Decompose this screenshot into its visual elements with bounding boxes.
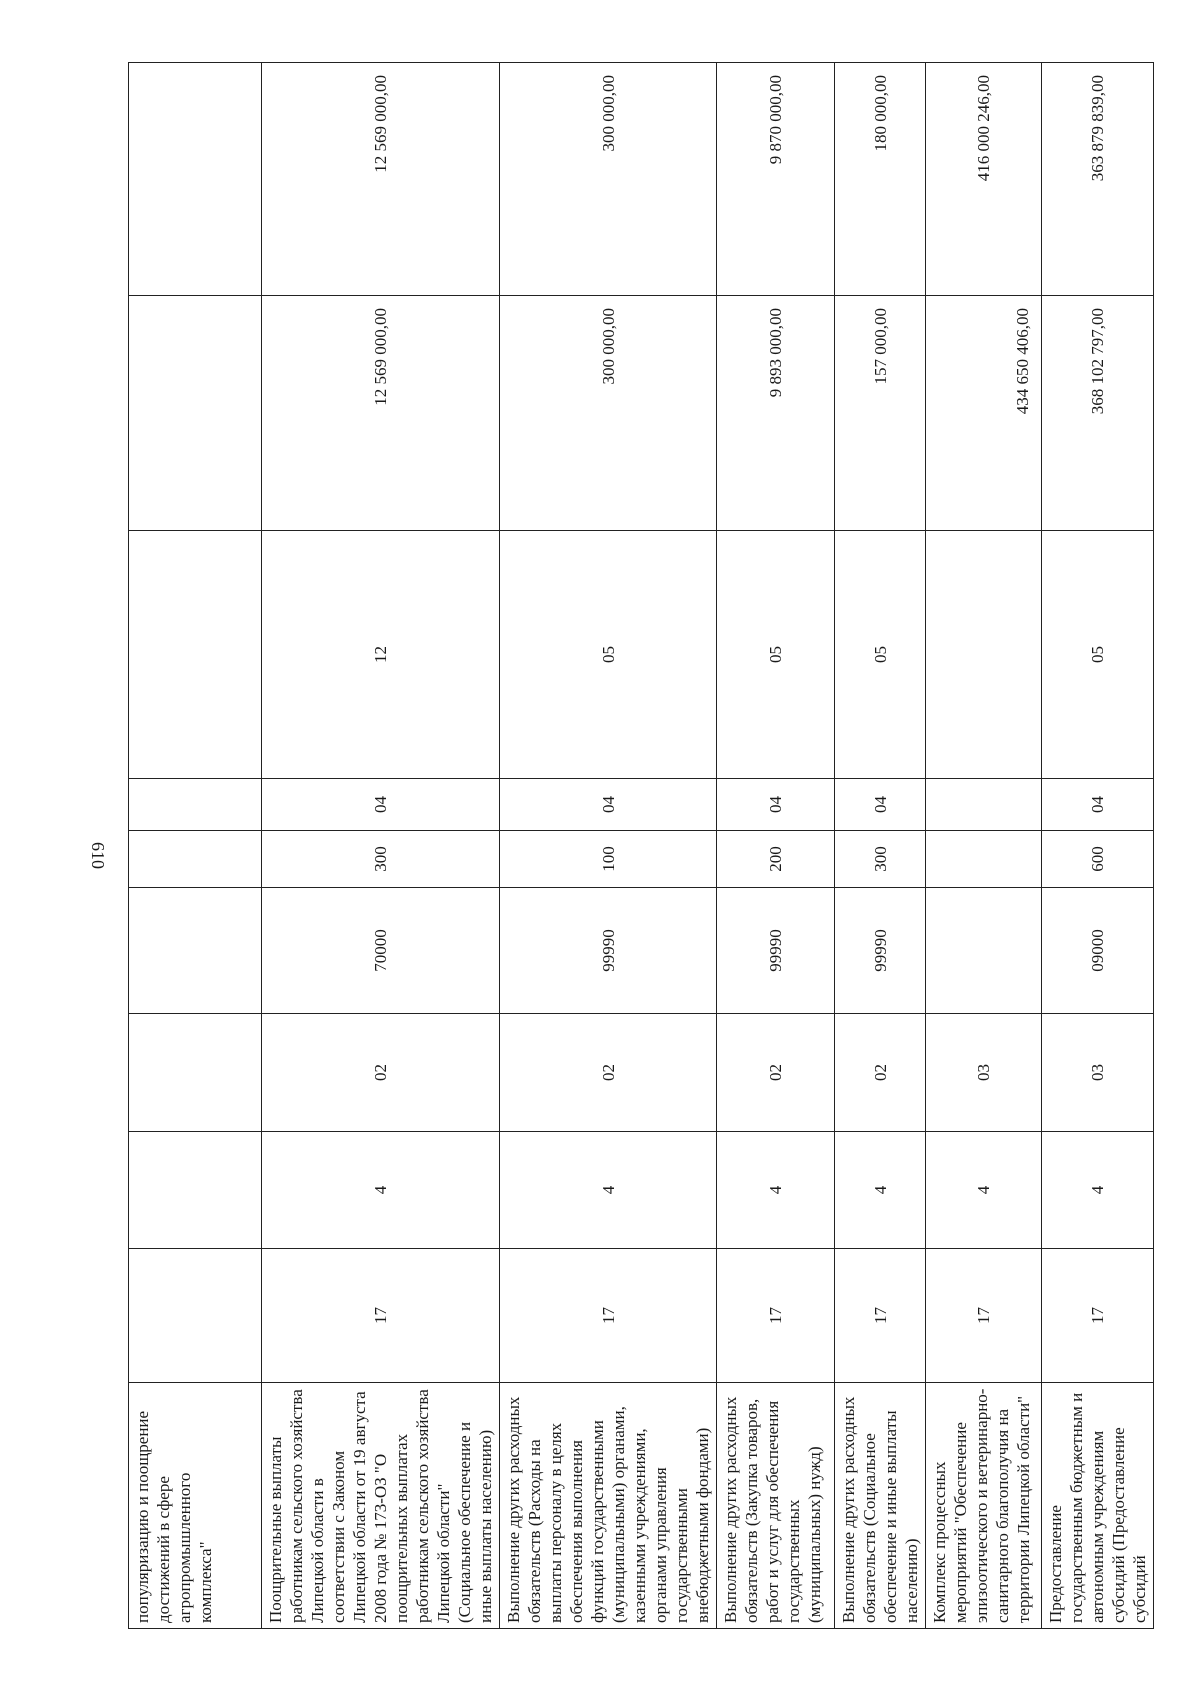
amount-col-1: 12 569 000,00 — [262, 296, 500, 531]
code-col-4: 99990 — [500, 888, 717, 1014]
budget-table — [128, 62, 1154, 1629]
code-col-5: 300 — [835, 831, 926, 888]
table-row — [262, 63, 500, 1629]
table-row — [926, 63, 1042, 1629]
code-col-3: 02 — [835, 1014, 926, 1132]
code-col-2: 4 — [500, 1132, 717, 1249]
code-col-1: 17 — [717, 1249, 835, 1383]
code-col-6: 04 — [500, 779, 717, 831]
amount-col-2 — [129, 63, 262, 296]
amount-col-1: 157 000,00 — [835, 296, 926, 531]
code-col-4: 99990 — [835, 888, 926, 1014]
amount-col-2: 12 569 000,00 — [262, 63, 500, 296]
code-col-6: 04 — [262, 779, 500, 831]
code-col-6: 04 — [1042, 779, 1154, 831]
row-name-cell: Комплекс процессных мероприятий "Обеспечение эпизоотического и ветеринарно-санитарного благополучия на территории Липецкой области" — [926, 1383, 1042, 1629]
page-number: 610 — [88, 842, 108, 869]
code-col-3: 02 — [717, 1014, 835, 1132]
code-col-3: 02 — [500, 1014, 717, 1132]
code-col-7 — [926, 531, 1042, 779]
code-col-2: 4 — [1042, 1132, 1154, 1249]
row-name-cell: Предоставление государственным бюджетным и автономным учреждениям субсидий (Предоставление субсидий — [1042, 1383, 1154, 1629]
table-row — [717, 63, 835, 1629]
amount-col-2: 300 000,00 — [500, 63, 717, 296]
code-col-6: 04 — [717, 779, 835, 831]
code-col-2: 4 — [926, 1132, 1042, 1249]
table-body — [129, 63, 1154, 1629]
code-col-1: 17 — [926, 1249, 1042, 1383]
row-name-cell: популяризацию и поощрение достижений в сфере агропромышленного комплекса" — [129, 1383, 262, 1629]
code-col-7 — [129, 531, 262, 779]
code-col-1 — [129, 1249, 262, 1383]
code-col-3 — [129, 1014, 262, 1132]
code-col-5: 100 — [500, 831, 717, 888]
code-col-4 — [129, 888, 262, 1014]
table-row — [1042, 63, 1154, 1629]
row-name-cell: Выполнение других расходных обязательств (Социальное обеспечение и иные выплаты населению) — [835, 1383, 926, 1629]
code-col-1: 17 — [1042, 1249, 1154, 1383]
code-col-1: 17 — [835, 1249, 926, 1383]
code-col-2: 4 — [717, 1132, 835, 1249]
code-col-7: 05 — [835, 531, 926, 779]
code-col-3: 03 — [926, 1014, 1042, 1132]
table-row — [835, 63, 926, 1629]
amount-col-2: 416 000 246,00 — [926, 63, 1042, 296]
code-col-3: 02 — [262, 1014, 500, 1132]
code-col-6 — [926, 779, 1042, 831]
code-col-5: 600 — [1042, 831, 1154, 888]
code-col-2 — [129, 1132, 262, 1249]
code-col-7: 05 — [717, 531, 835, 779]
amount-col-2: 9 870 000,00 — [717, 63, 835, 296]
code-col-4: 09000 — [1042, 888, 1154, 1014]
code-col-4 — [926, 888, 1042, 1014]
amount-col-1: 9 893 000,00 — [717, 296, 835, 531]
code-col-1: 17 — [500, 1249, 717, 1383]
code-col-7: 05 — [500, 531, 717, 779]
code-col-5: 200 — [717, 831, 835, 888]
amount-col-1: 300 000,00 — [500, 296, 717, 531]
code-col-2: 4 — [835, 1132, 926, 1249]
amount-col-1 — [129, 296, 262, 531]
code-col-6: 04 — [835, 779, 926, 831]
amount-col-2: 180 000,00 — [835, 63, 926, 296]
code-col-3: 03 — [1042, 1014, 1154, 1132]
code-col-5 — [926, 831, 1042, 888]
row-name-cell: Выполнение других расходных обязательств (Расходы на выплаты персоналу в целях обеспечения выполнения функций государственными (муниципальными) органами, казенными учреждениями, органами управления государственными внебюджетными фондами) — [500, 1383, 717, 1629]
amount-col-1: 434 650 406,00 — [926, 296, 1042, 531]
code-col-5: 300 — [262, 831, 500, 888]
code-col-7: 12 — [262, 531, 500, 779]
row-name-cell: Выполнение других расходных обязательств (Закупка товаров, работ и услуг для обеспечения государственных (муниципальных) нужд) — [717, 1383, 835, 1629]
code-col-1: 17 — [262, 1249, 500, 1383]
table-row — [129, 63, 262, 1629]
amount-col-2: 363 879 839,00 — [1042, 63, 1154, 296]
code-col-2: 4 — [262, 1132, 500, 1249]
code-col-5 — [129, 831, 262, 888]
code-col-4: 70000 — [262, 888, 500, 1014]
code-col-6 — [129, 779, 262, 831]
table-row — [500, 63, 717, 1629]
code-col-7: 05 — [1042, 531, 1154, 779]
code-col-4: 99990 — [717, 888, 835, 1014]
row-name-cell: Поощрительные выплаты работникам сельского хозяйства Липецкой области в соответствии с Законом Липецкой области от 19 августа 2008 года № 173-ОЗ "О поощрительных выплатах работникам сельского хозяйства Липецкой области" (Социальное обеспечение и иные выплаты населению) — [262, 1383, 500, 1629]
amount-col-1: 368 102 797,00 — [1042, 296, 1154, 531]
rotated-page-content — [128, 63, 1149, 1629]
